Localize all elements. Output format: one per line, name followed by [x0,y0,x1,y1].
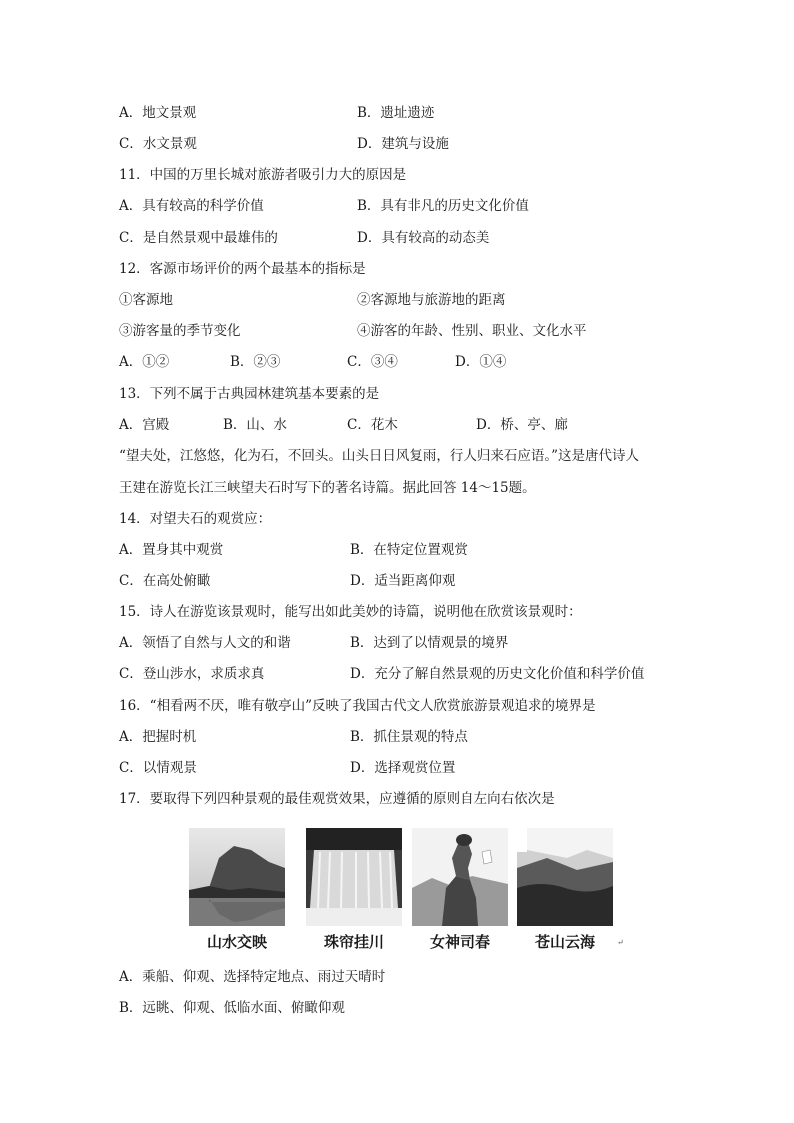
q14-option-b: B．在特定位置观赏 [350,542,468,558]
caption-rock-goddess: 女神司春 [429,933,490,951]
caption-mountain-water: 山水交映 [206,933,267,951]
landscape-photo-mountain-water [189,828,285,926]
q13-option-a: A．宫殿 [119,417,170,433]
q11-option-c: C．是自然景观中最雄伟的 [119,230,278,246]
q15-stem: 15．诗人在游览该景观时，能写出如此美妙的诗篇，说明他在欣赏该景观时： [119,604,582,620]
passage-line-1: “望夫处，江悠悠，化为石，不回头。山头日日风复雨，行人归来石应语。”这是唐代诗人 [119,448,640,464]
q14-option-a: A．置身其中观赏 [119,542,224,558]
q12-item-3: ③游客量的季节变化 [119,323,241,339]
q16-option-a: A．把握时机 [119,729,197,745]
q11-option-b: B．具有非凡的历史文化价值 [357,198,529,214]
q12-item-2: ②客源地与旅游地的距离 [357,292,506,308]
q12-option-b: B．②③ [230,354,281,370]
q15-option-c: C．登山涉水，求质求真 [119,666,265,682]
q11-stem: 11．中国的万里长城对旅游者吸引力大的原因是 [119,167,407,183]
q13-option-d: D．桥、亭、廊 [476,417,568,433]
caption-cloud-sea: 苍山云海 [534,933,595,951]
q10-option-a: A．地文景观 [119,105,197,121]
q12-item-1: ①客源地 [119,292,173,308]
q15-option-b: B．达到了以情观景的境界 [350,635,509,651]
q11-option-a: A．具有较高的科学价值 [119,198,264,214]
q13-stem: 13．下列不属于古典园林建筑基本要素的是 [119,386,380,402]
q10-option-c: C．水文景观 [119,136,197,152]
q16-option-b: B．抓住景观的特点 [350,729,468,745]
caption-waterfall: 珠帘挂川 [323,933,384,951]
q17-stem: 17．要取得下列四种景观的最佳观赏效果，应遵循的原则自左向右依次是 [119,791,555,807]
q14-option-d: D．适当距离仰观 [350,573,456,589]
q12-stem: 12．客源市场评价的两个最基本的指标是 [119,261,366,277]
q12-option-c: C．③④ [347,354,398,370]
passage-line-2: 王建在游览长江三峡望夫石时写下的著名诗篇。据此回答 14～15题。 [119,480,536,496]
q13-option-b: B．山、水 [223,417,287,433]
q10-option-d: D．建筑与设施 [357,136,449,152]
landscape-photo-waterfall [306,828,402,926]
q10-option-b: B．遗址遗迹 [357,105,435,121]
q16-option-d: D．选择观赏位置 [350,760,456,776]
landscape-figure [187,828,624,958]
q13-option-c: C．花木 [347,417,398,433]
q17-option-b: B．远眺、仰观、低临水面、俯瞰仰观 [119,1000,345,1016]
landscape-photo-cloud-sea [517,828,613,926]
q14-stem: 14．对望夫石的观赏应： [119,511,272,527]
landscape-photo-rock-goddess [412,828,508,926]
q14-option-c: C．在高处俯瞰 [119,573,211,589]
q16-option-c: C．以情观景 [119,760,197,776]
q17-option-a: A．乘船、仰观、选择特定地点、雨过天晴时 [119,969,386,985]
return-mark: ↵ [617,938,624,947]
q15-option-a: A．领悟了自然与人文的和谐 [119,635,291,651]
q15-option-d: D．充分了解自然景观的历史文化价值和科学价值 [350,666,645,682]
q12-option-d: D．①④ [455,354,507,370]
q12-item-4: ④游客的年龄、性别、职业、文化水平 [357,323,587,339]
q16-stem: 16．“相看两不厌，唯有敬亭山”反映了我国古代文人欣赏旅游景观追求的境界是 [119,698,596,714]
q12-option-a: A．①② [119,354,170,370]
q11-option-d: D．具有较高的动态美 [357,230,490,246]
